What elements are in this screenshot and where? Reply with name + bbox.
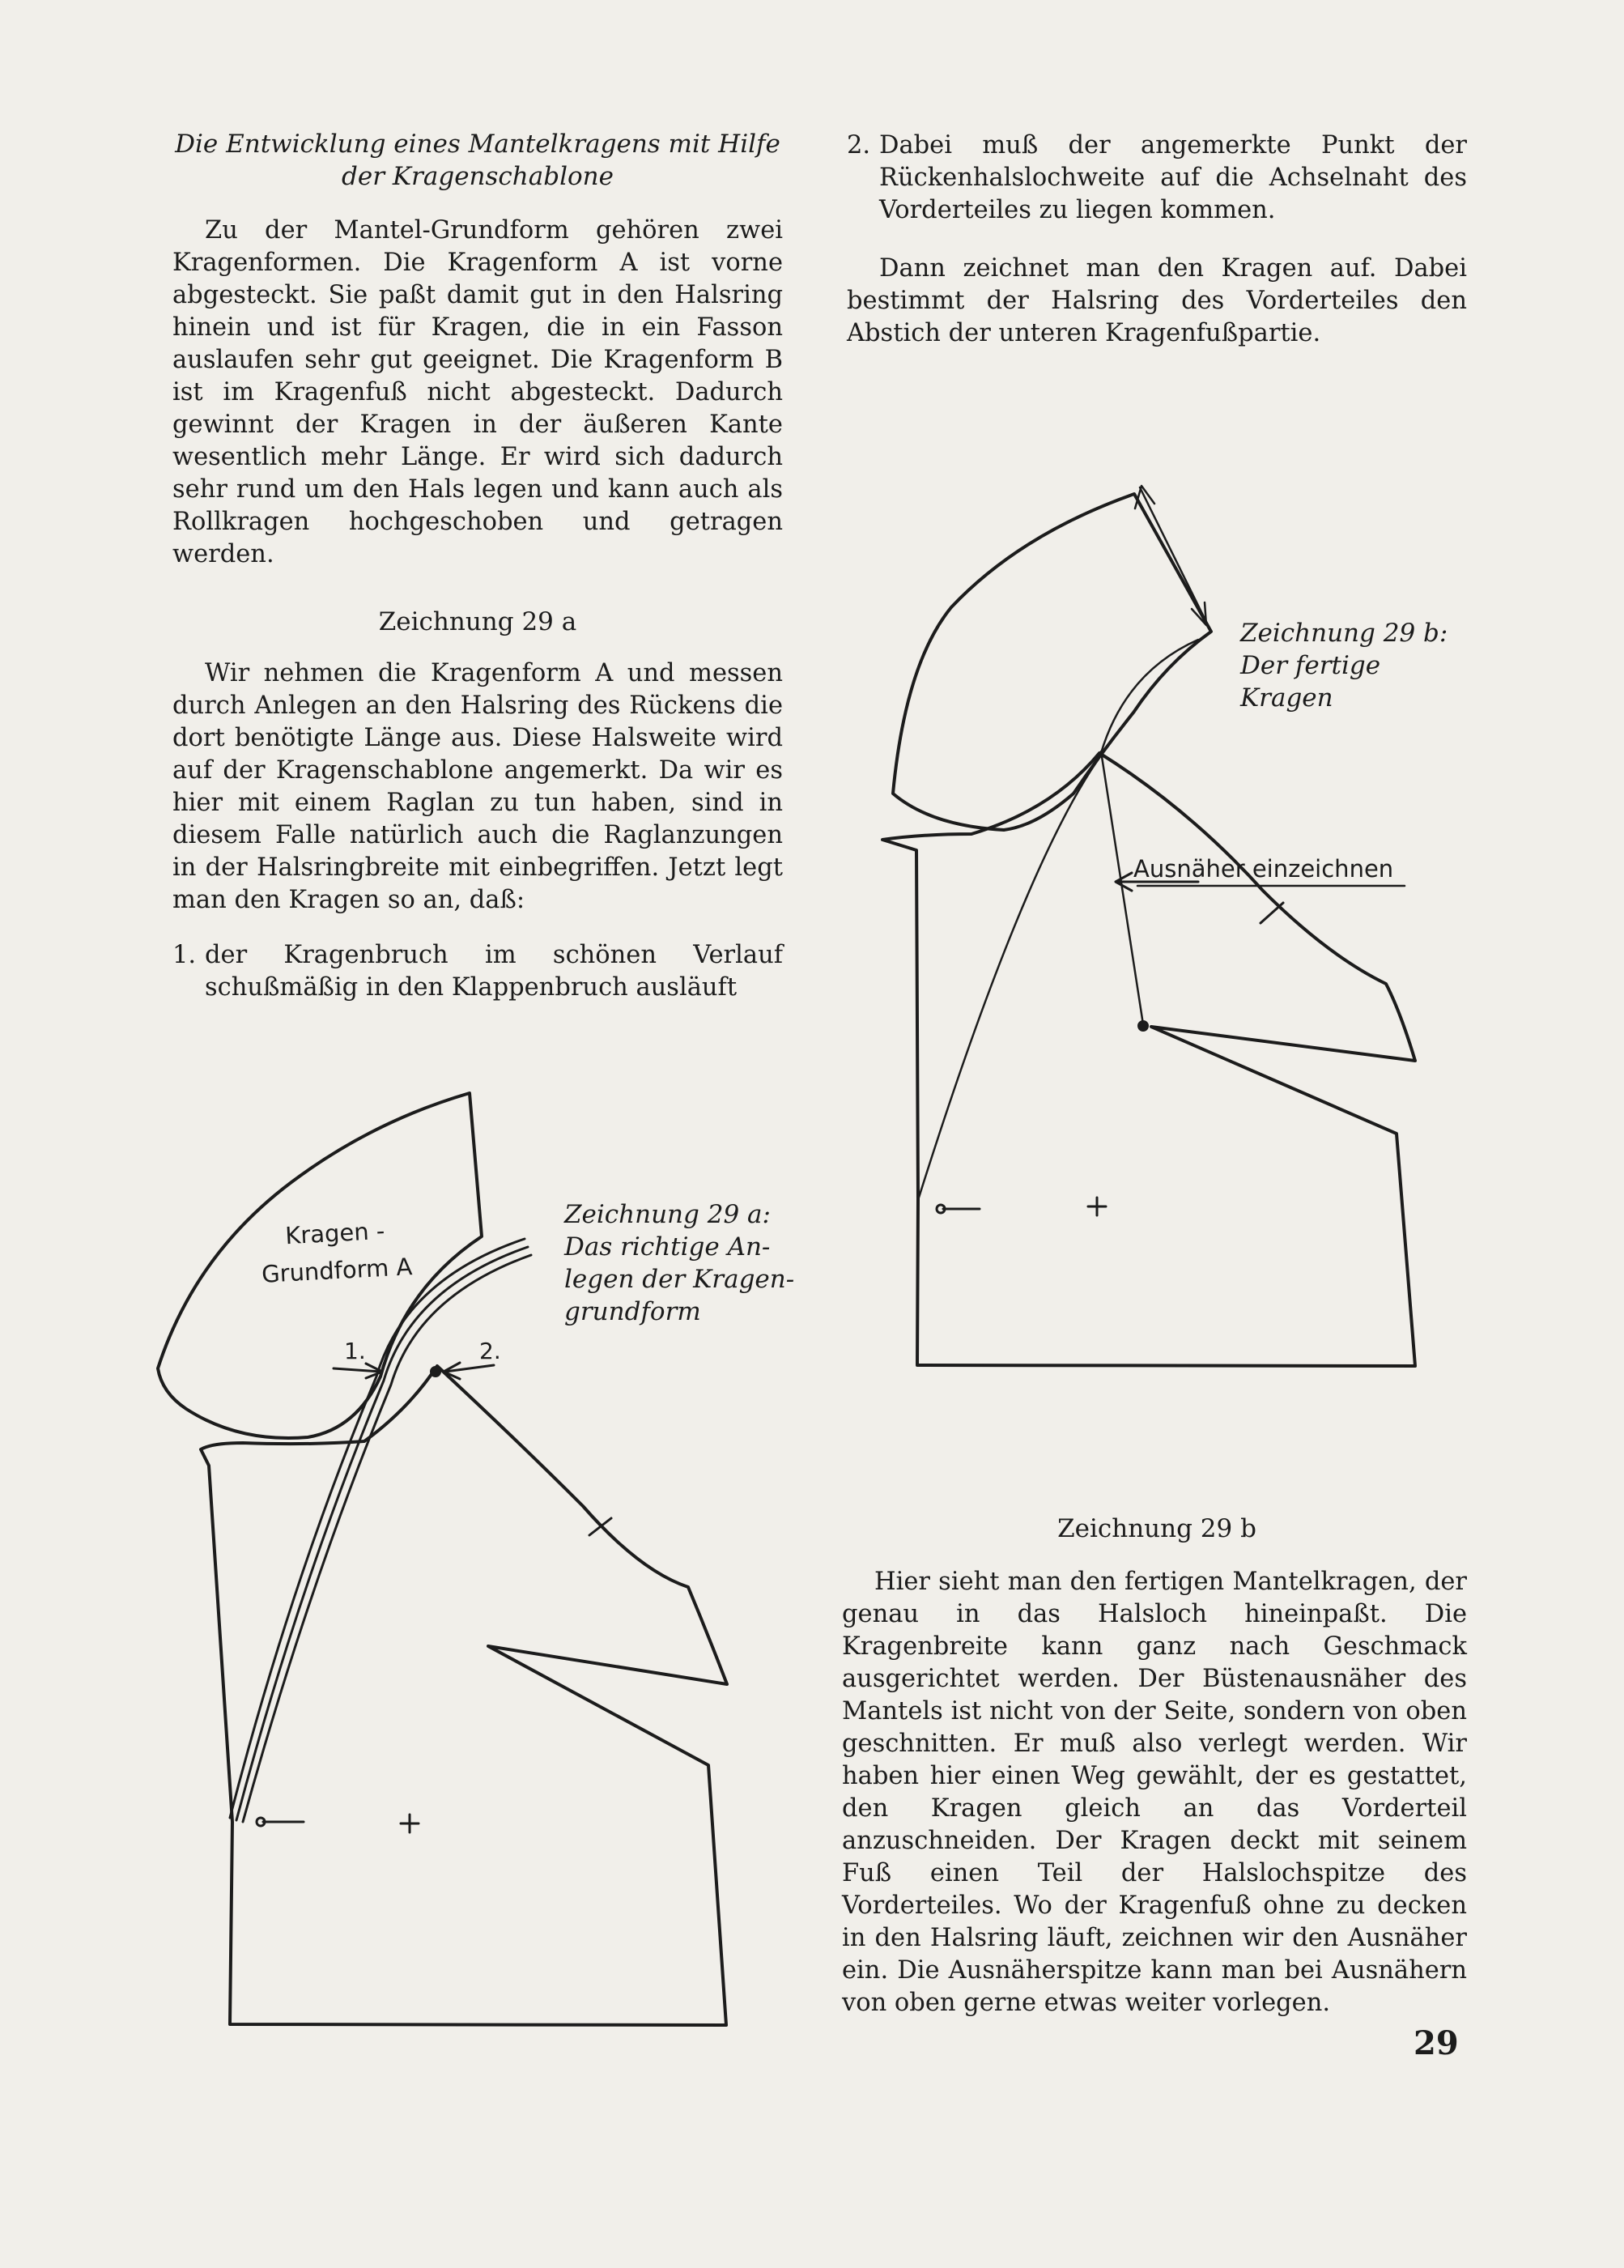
paragraph-after: Dann zeichnet man den Kragen auf. Dabei bestimmt der Halsring des Vorderteiles den Abstich der unteren Kragenfußpartie. (847, 254, 1467, 347)
page-number: 29 (1414, 2024, 1459, 2062)
section-title-line1: Die Entwicklung eines Mantelkragens mit Hilfe (175, 130, 780, 159)
finished-roll-line (918, 747, 1107, 1200)
section-title-line2: der Kragenschablone (342, 162, 614, 191)
finished-collar-outline (893, 494, 1211, 830)
figure-29a-caption-line2: Das richtige An- (564, 1232, 771, 1262)
dart-line-1 (1101, 751, 1143, 1024)
collar-width-arrow (1140, 487, 1206, 622)
figure-29b-caption-line1: Zeichnung 29 b: (1240, 619, 1448, 648)
list-item-1-text: der Kragenbruch im schönen Verlauf schußmäßig in den Klappenbruch ausläuft (205, 941, 783, 1002)
intro-paragraph: Zu der Mantel-Grundform gehören zwei Kragenformen. Die Kragenform A ist vorne abgesteckt. Sie paßt damit gut in den Halsring hinein und ist für Kragen, die in ein Fasson auslaufen sehr gut geeignet. Die Kragenform B ist im Kragenfuß nicht abgesteckt. Dadurch gewinnt der Kragen in der äußeren Kante wesentlich mehr Länge. Er wird sich dadurch sehr rund um den Hals legen und kann auch als Rollkragen hochgeschoben und getragen werden. (172, 216, 783, 568)
dart-label: Ausnäher einzeichnen (1133, 855, 1394, 883)
finished-front-outline (882, 753, 1415, 1366)
collar-label-line1: Kragen - (284, 1216, 386, 1250)
figure-29b-caption-line3: Kragen (1240, 683, 1333, 713)
list-item-2-number: 2. (847, 131, 871, 160)
final-paragraph: Hier sieht man den fertigen Mantelkragen, der genau in das Halsloch hineinpaßt. Die Kragenbreite kann ganz nach Geschmack ausgerichtet werden. Der Büstenausnäher des Mantels ist nicht von der Seite, sondern von oben geschnitten. Er muß also verlegt werden. Wir haben hier einen Weg gewählt, der es gestattet, den Kragen gleich an das Vorderteil anzuschneiden. Der Kragen deckt mit seinem Fuß einen Teil der Halslochspitze des Vorderteiles. Wo der Kragenfuß ohne zu decken in den Halsring läuft, zeichnen wir den Ausnäher ein. Die Ausnäherspitze kann man bei Ausnähern von oben gerne etwas weiter vorlegen. (842, 1568, 1467, 2017)
figure-29a-caption-line3: legen der Kragen- (564, 1265, 795, 1294)
collar-label-line2: Grundform A (261, 1253, 414, 1288)
figure-29a-caption-line4: grundform (564, 1297, 701, 1326)
finished-notch-tick (1261, 903, 1283, 923)
list-item-2-text: Dabei muß der angemerkte Punkt der Rückenhalslochweite auf die Achselnaht des Vorderteiles zu liegen kommen. (879, 131, 1467, 224)
subheading-29b: Zeichnung 29 b (1057, 1514, 1256, 1543)
figure-29a-caption-line1: Zeichnung 29 a: (564, 1200, 771, 1229)
figure-29b-caption-line2: Der fertige (1240, 651, 1381, 680)
marker-2-label: 2. (479, 1338, 501, 1364)
subheading-29a: Zeichnung 29 a (378, 607, 577, 636)
marker-1-label: 1. (344, 1338, 366, 1364)
body-paragraph: Wir nehmen die Kragenform A und messen durch Anlegen an den Halsring des Rückens die dort benötigte Länge aus. Diese Halsweite wird auf der Kragenschablone angemerkt. Da wir es hier mit einem Raglan zu tun haben, sind in diesem Falle natürlich auch die Raglanzungen in der Halsringbreite mit einbegriffen. Jetzt legt man den Kragen so an, daß: (172, 659, 783, 914)
finished-buttonhole-mark-end (937, 1205, 945, 1213)
list-item-1-number: 1. (172, 941, 197, 969)
dart-point (1139, 1022, 1147, 1030)
